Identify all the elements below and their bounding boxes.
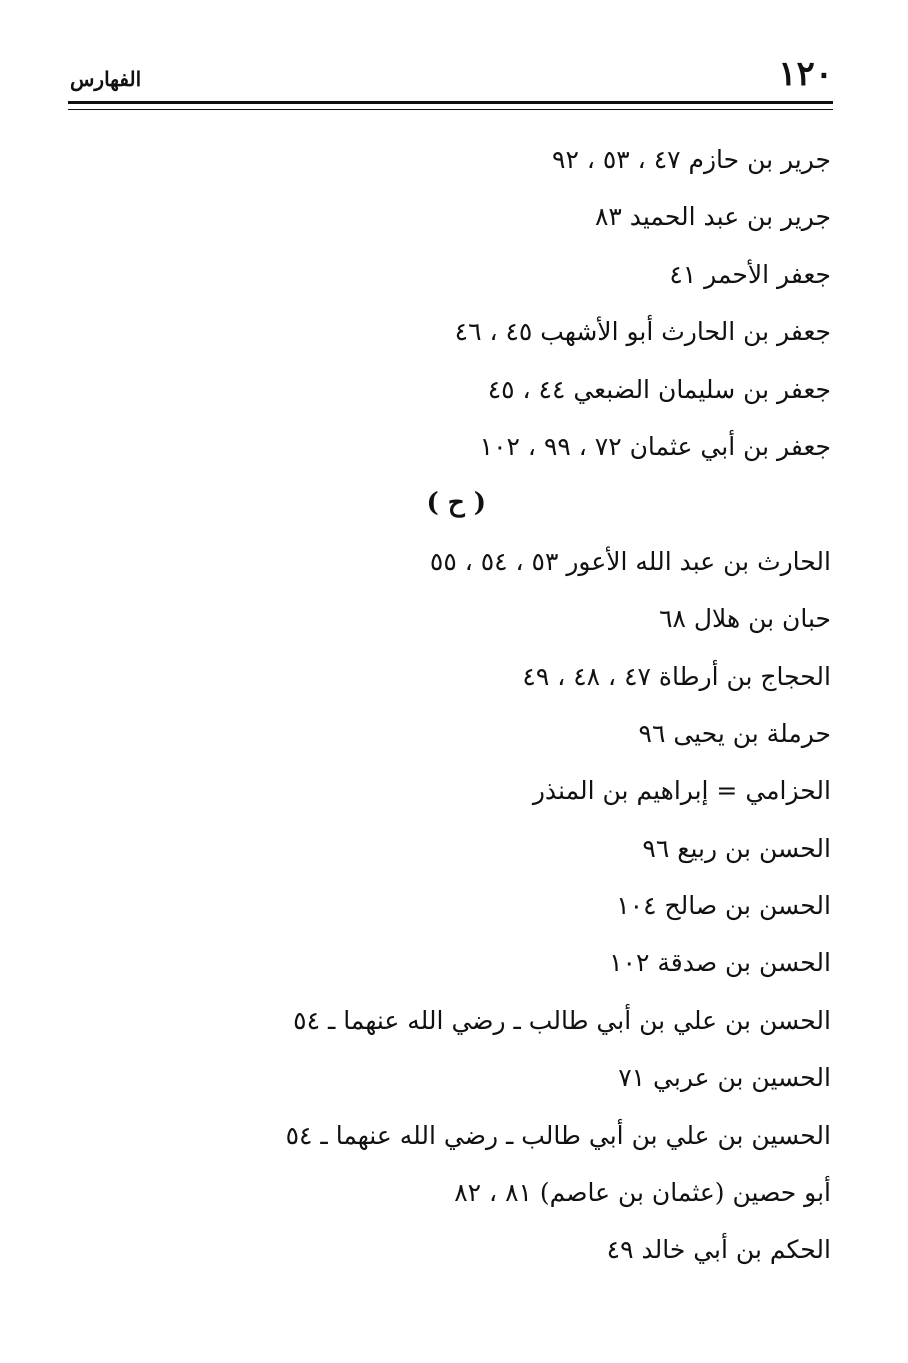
index-entry: الحارث بن عبد الله الأعور ٥٣ ، ٥٤ ، ٥٥ xyxy=(429,546,831,576)
index-entry: الحجاج بن أرطاة ٤٧ ، ٤٨ ، ٤٩ xyxy=(522,661,831,691)
index-entry: جعفر بن سليمان الضبعي ٤٤ ، ٤٥ xyxy=(487,374,831,404)
header-rule xyxy=(68,101,833,107)
index-entry: الحسن بن علي بن أبي طالب ـ رضي الله عنهما ـ ٥٤ xyxy=(293,1005,831,1035)
running-title: الفهارس xyxy=(70,67,142,91)
index-entry: جرير بن حازم ٤٧ ، ٥٣ ، ٩٢ xyxy=(552,145,831,174)
index-entry: جعفر الأحمر ٤١ xyxy=(669,259,831,289)
index-entry: الحسين بن علي بن أبي طالب ـ رضي الله عنهما ـ ٥٤ xyxy=(285,1120,831,1150)
index-entry: الحسين بن عربي ٧١ xyxy=(618,1063,831,1093)
index-entry: الحكم بن أبي خالد ٤٩ xyxy=(606,1235,831,1265)
index-entry: حبان بن هلال ٦٨ xyxy=(659,604,831,634)
section-heading: ( ح ) xyxy=(426,488,486,519)
index-entry: الحسن بن صالح ١٠٤ xyxy=(616,891,831,921)
page-number: ١٢٠ xyxy=(778,54,833,94)
index-entry: جرير بن عبد الحميد ٨٣ xyxy=(594,202,831,232)
index-entry: الحسن بن ربيع ٩٦ xyxy=(642,833,831,863)
index-entry: أبو حصين (عثمان بن عاصم) ٨١ ، ٨٢ xyxy=(454,1178,831,1208)
page-header xyxy=(68,50,833,100)
index-entry: جعفر بن الحارث أبو الأشهب ٤٥ ، ٤٦ xyxy=(454,317,831,347)
index-entry: الحزامي = إبراهيم بن المنذر xyxy=(532,776,831,806)
header-rule-thin xyxy=(68,109,833,110)
index-entry: حرملة بن يحيى ٩٦ xyxy=(638,718,831,748)
index-entry: جعفر بن أبي عثمان ٧٢ ، ٩٩ ، ١٠٢ xyxy=(479,431,831,461)
index-entry: الحسن بن صدقة ١٠٢ xyxy=(609,948,831,978)
index-list xyxy=(271,131,831,1279)
